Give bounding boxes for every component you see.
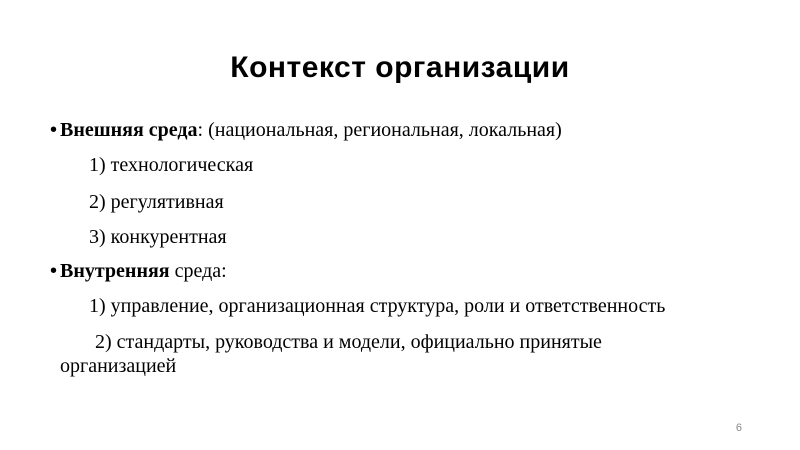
bullet-external-environment: [50, 118, 760, 142]
internal-environment-term: Внутренняя: [60, 260, 170, 282]
slide-title: Контекст организации: [230, 51, 570, 84]
external-item-technological: 1) технологическая: [89, 154, 254, 176]
bullet-internal-environment: [50, 259, 760, 283]
external-item-regulatory: 2) регулятивная: [89, 191, 224, 213]
bullet-marker: •: [50, 119, 58, 141]
bullet-marker: •: [50, 260, 58, 282]
internal-environment-label: среда:: [169, 260, 227, 282]
external-environment-term: Внешняя среда: [60, 119, 198, 141]
external-item-competitive: 3) конкурентная: [89, 226, 227, 248]
external-environment-scope: : (национальная, региональная, локальная): [197, 119, 562, 141]
slide-body: [50, 118, 760, 378]
internal-item-standards: 2) стандарты, руководства и модели, официально принятые организацией: [60, 331, 602, 377]
internal-item-management: 1) управление, организационная структура, роли и ответственность: [89, 295, 666, 317]
page-number: 6: [735, 422, 742, 434]
